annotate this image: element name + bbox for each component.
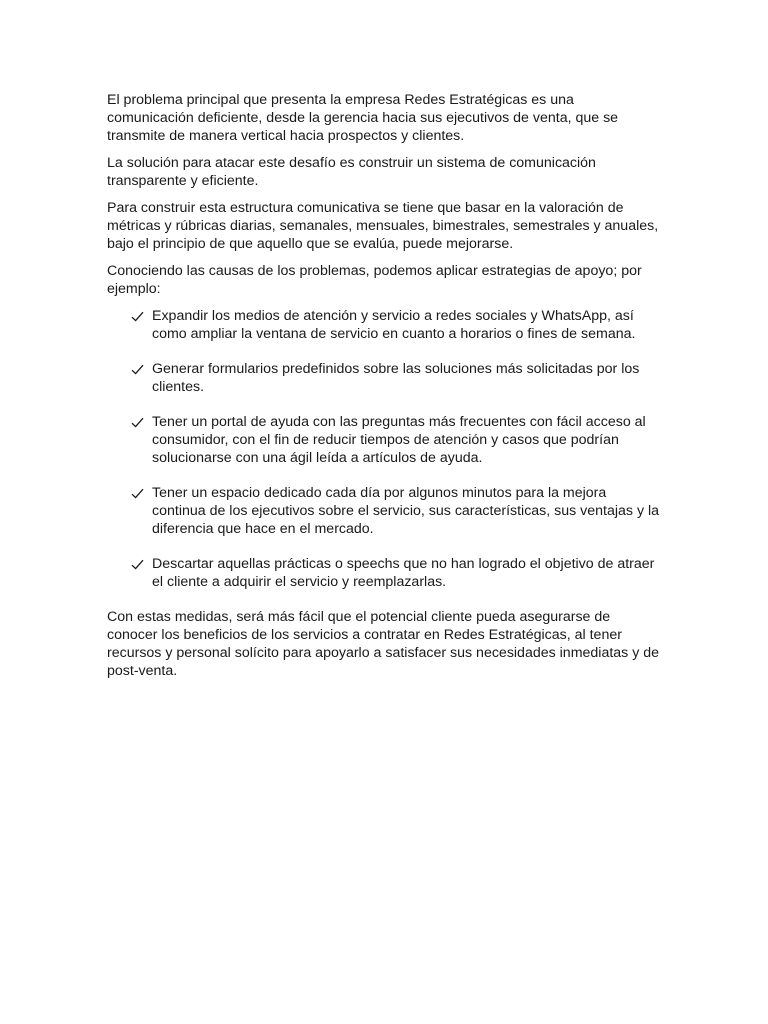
list-item-text: Tener un espacio dedicado cada día por algunos minutos para la mejora continua de los ejecutivos sobre el servicio, sus características, sus ventajas y la diferencia que hace en el mercado. (152, 485, 660, 537)
intro-paragraph-4: Conociendo las causas de los problemas, podemos aplicar estrategias de apoyo; por ejemplo: (107, 263, 642, 297)
check-icon (131, 360, 145, 378)
check-icon (131, 413, 145, 431)
list-item-text: Tener un portal de ayuda con las preguntas más frecuentes con fácil acceso al consumidor, con el fin de reducir tiempos de atención y casos que podrían solucionarse con una ágil leída a artículos de ayuda. (152, 414, 646, 466)
intro-paragraph-2: La solución para atacar este desafío es construir un sistema de comunicación transparente y eficiente. (107, 155, 596, 189)
list-item (107, 555, 662, 591)
list-item (107, 413, 662, 467)
intro-paragraph-3: Para construir esta estructura comunicativa se tiene que basar en la valoración de métricas y rúbricas diarias, semanales, mensuales, bimestrales, semestrales y anuales, bajo el principio de que aquello que se evalúa, puede mejorarse. (107, 200, 659, 252)
document-body (107, 91, 662, 689)
list-item-text: Expandir los medios de atención y servicio a redes sociales y WhatsApp, así como ampliar la ventana de servicio en cuanto a horarios o fines de semana. (152, 308, 636, 342)
list-item-text: Generar formularios predefinidos sobre las soluciones más solicitadas por los clientes. (152, 361, 640, 395)
list-item (107, 484, 662, 538)
closing-paragraph: Con estas medidas, será más fácil que el potencial cliente pueda asegurarse de conocer los beneficios de los servicios a contratar en Redes Estratégicas, al tener recursos y personal solícito para apoyarlo a satisfacer sus necesidades inmediatas y de post-venta. (107, 609, 660, 679)
list-item (107, 360, 662, 396)
list-item-text: Descartar aquellas prácticas o speechs que no han logrado el objetivo de atraer el cliente a adquirir el servicio y reemplazarlas. (152, 556, 655, 590)
intro-paragraph-1: El problema principal que presenta la empresa Redes Estratégicas es una comunicación deficiente, desde la gerencia hacia sus ejecutivos de venta, que se transmite de manera vertical hacia prospectos y clientes. (107, 92, 619, 144)
check-icon (131, 484, 145, 502)
list-item (107, 307, 662, 343)
strategy-checklist (107, 307, 662, 591)
check-icon (131, 555, 145, 573)
check-icon (131, 307, 145, 325)
